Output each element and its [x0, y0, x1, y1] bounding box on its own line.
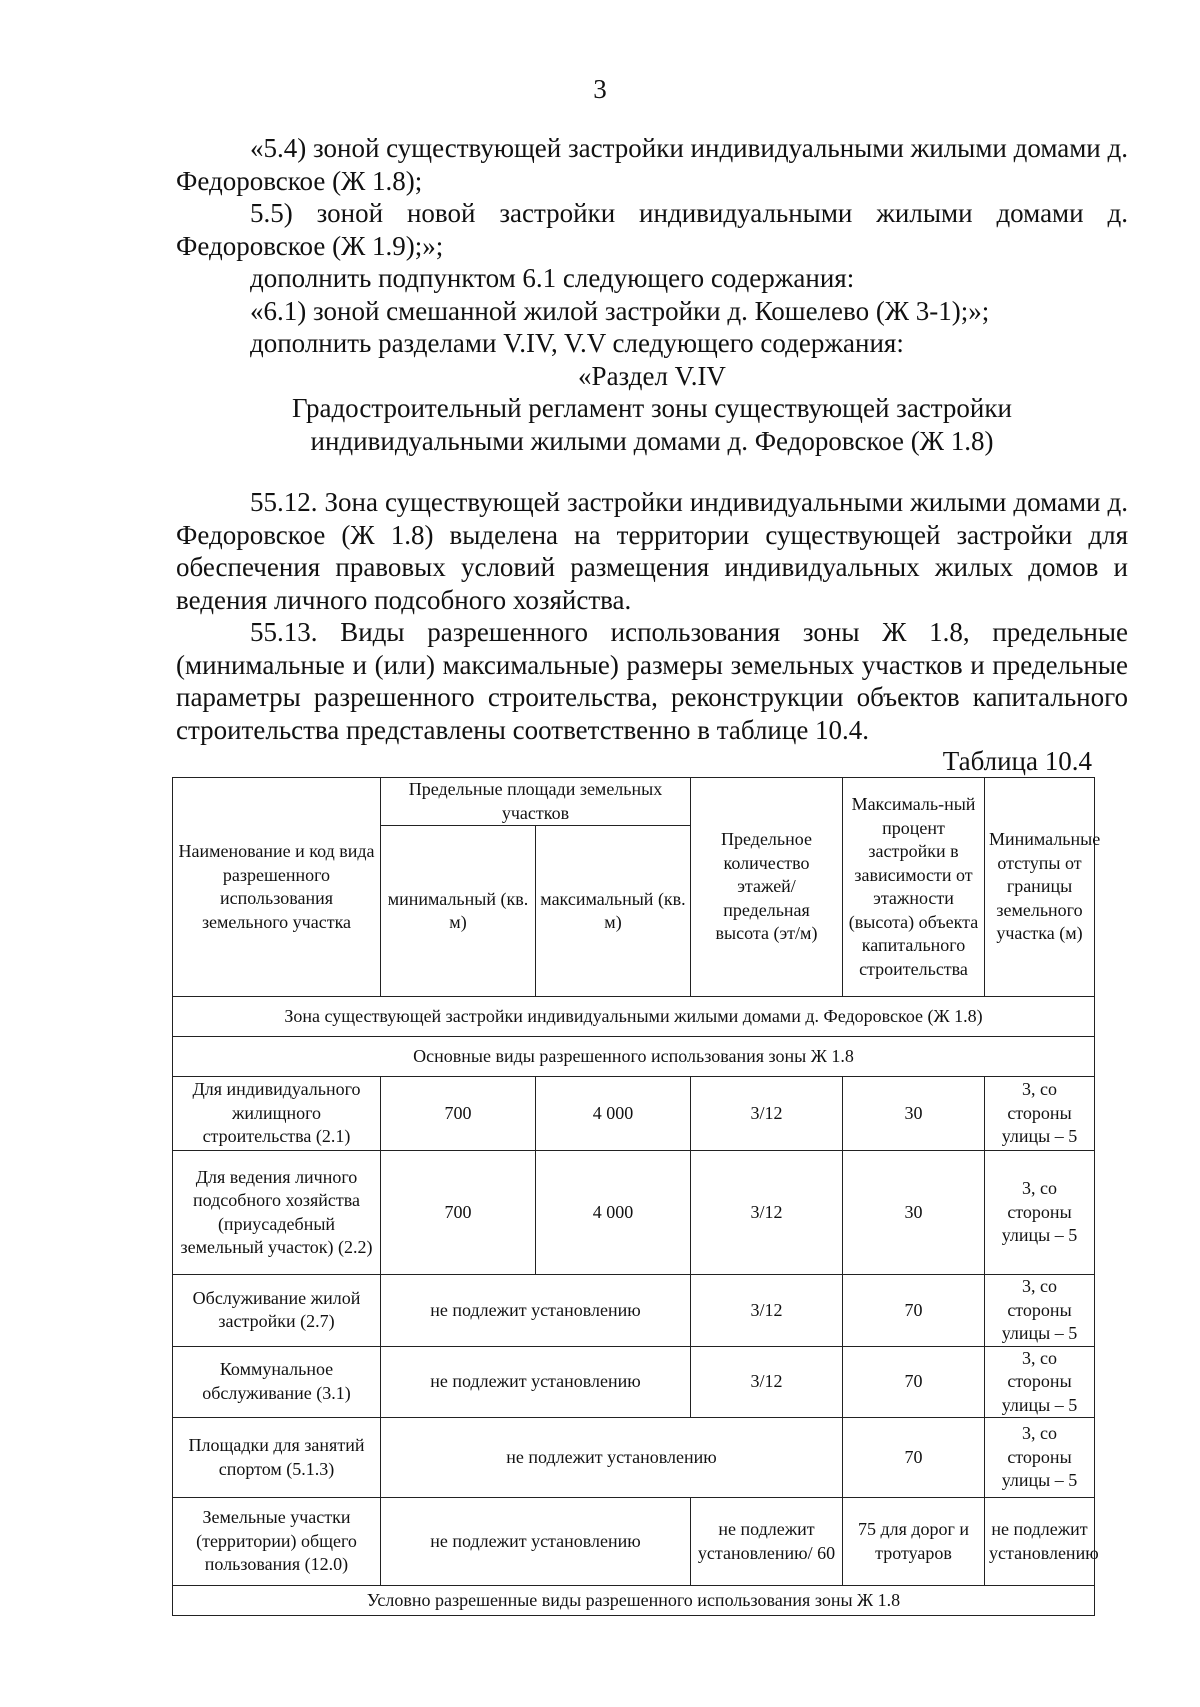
- row-area: не подлежит установлению: [381, 1346, 691, 1418]
- row-setback: 3, со стороны улицы – 5: [985, 1418, 1095, 1498]
- paragraph-5-4: «5.4) зоной существующей застройки индивидуальными жилыми домами д. Федоровское (Ж 1.8);: [176, 133, 1128, 196]
- row-min-area: 700: [381, 1151, 536, 1275]
- page-number: 3: [593, 74, 607, 104]
- row-setback: не подлежит установлению: [985, 1498, 1095, 1586]
- table-row: [173, 1151, 1095, 1275]
- section-subtitle-line-1: Градостроительный регламент зоны существующей застройки: [292, 393, 1012, 423]
- row-setback: 3, со стороны улицы – 5: [985, 1077, 1095, 1151]
- row-min-area: 700: [381, 1077, 536, 1151]
- header-max-area: максимальный (кв. м): [536, 826, 691, 997]
- table-row: [173, 1077, 1095, 1151]
- row-max-area: 4 000: [536, 1077, 691, 1151]
- header-percent: Максималь-ный процент застройки в зависимости от этажности (высота) объекта капитального строительства: [843, 778, 985, 997]
- paragraph-add-6-1: дополнить подпунктом 6.1 следующего содержания:: [250, 263, 855, 293]
- paragraph-add-sections: дополнить разделами V.IV, V.V следующего содержания:: [250, 328, 904, 358]
- section-title: «Раздел V.IV: [578, 360, 726, 391]
- header-min-area: минимальный (кв. м): [381, 826, 536, 997]
- header-name: Наименование и код вида разрешенного использования земельного участка: [173, 778, 381, 997]
- header-floors: Предельное количество этажей/ предельная высота (эт/м): [691, 778, 843, 997]
- row-name: Коммунальное обслуживание (3.1): [173, 1346, 381, 1418]
- document-body: [176, 132, 1128, 746]
- header-area-group: Предельные площади земельных участков: [381, 778, 691, 826]
- row-name: Обслуживание жилой застройки (2.7): [173, 1275, 381, 1347]
- table-row: [173, 1498, 1095, 1586]
- row-floors: 3/12: [691, 1275, 843, 1347]
- table-row: [173, 1275, 1095, 1347]
- zone-title: Зона существующей застройки индивидуальными жилыми домами д. Федоровское (Ж 1.8): [173, 997, 1095, 1037]
- row-percent: 70: [843, 1275, 985, 1347]
- row-floors: не подлежит установлению/ 60: [691, 1498, 843, 1586]
- row-name: Для ведения личного подсобного хозяйства (приусадебный земельный участок) (2.2): [173, 1151, 381, 1275]
- row-floors: 3/12: [691, 1077, 843, 1151]
- section-subtitle-line-2: индивидуальными жилыми домами д. Федоровское (Ж 1.8): [310, 425, 994, 456]
- row-name: Площадки для занятий спортом (5.1.3): [173, 1418, 381, 1498]
- paragraph-6-1: «6.1) зоной смешанной жилой застройки д. Кошелево (Ж 3-1);»;: [250, 295, 990, 326]
- spacer: [176, 457, 1128, 486]
- table-row: [173, 1418, 1095, 1498]
- conditional-types-title: Условно разрешенные виды разрешенного использования зоны Ж 1.8: [173, 1586, 1095, 1616]
- row-percent: 70: [843, 1346, 985, 1418]
- row-setback: 3, со стороны улицы – 5: [985, 1151, 1095, 1275]
- row-area: не подлежит установлению: [381, 1275, 691, 1347]
- row-name: Земельные участки (территории) общего пользования (12.0): [173, 1498, 381, 1586]
- header-setback: Минимальные отступы от границы земельного участка (м): [985, 778, 1095, 997]
- row-area-floors: не подлежит установлению: [381, 1418, 843, 1498]
- paragraph-55-12: 55.12. Зона существующей застройки индивидуальными жилыми домами д. Федоровское (Ж 1.8) выделена на территории существующей застройки для обеспечения правовых условий размещения индивидуальных жилых домов и ведения личного подсобного хозяйства.: [176, 487, 1128, 615]
- paragraph-5-5: 5.5) зоной новой застройки индивидуальными жилыми домами д. Федоровское (Ж 1.9);»;: [176, 198, 1128, 261]
- row-percent: 30: [843, 1151, 985, 1275]
- main-types-title: Основные виды разрешенного использования зоны Ж 1.8: [173, 1037, 1095, 1077]
- row-floors: 3/12: [691, 1151, 843, 1275]
- row-percent: 70: [843, 1418, 985, 1498]
- table-row: [173, 1346, 1095, 1418]
- row-floors: 3/12: [691, 1346, 843, 1418]
- row-percent: 30: [843, 1077, 985, 1151]
- row-area: не подлежит установлению: [381, 1498, 691, 1586]
- row-name: Для индивидуального жилищного строительства (2.1): [173, 1077, 381, 1151]
- paragraph-55-13: 55.13. Виды разрешенного использования зоны Ж 1.8, предельные (минимальные и (или) максимальные) размеры земельных участков и предельные параметры разрешенного строительства, реконструкции объектов капитального строительства представлены соответственно в таблице 10.4.: [176, 617, 1128, 745]
- row-max-area: 4 000: [536, 1151, 691, 1275]
- regulation-table: [172, 777, 1101, 1616]
- table-caption: Таблица 10.4: [942, 746, 1092, 776]
- row-setback: 3, со стороны улицы – 5: [985, 1275, 1095, 1347]
- row-percent: 75 для дорог и тротуаров: [843, 1498, 985, 1586]
- row-setback: 3, со стороны улицы – 5: [985, 1346, 1095, 1418]
